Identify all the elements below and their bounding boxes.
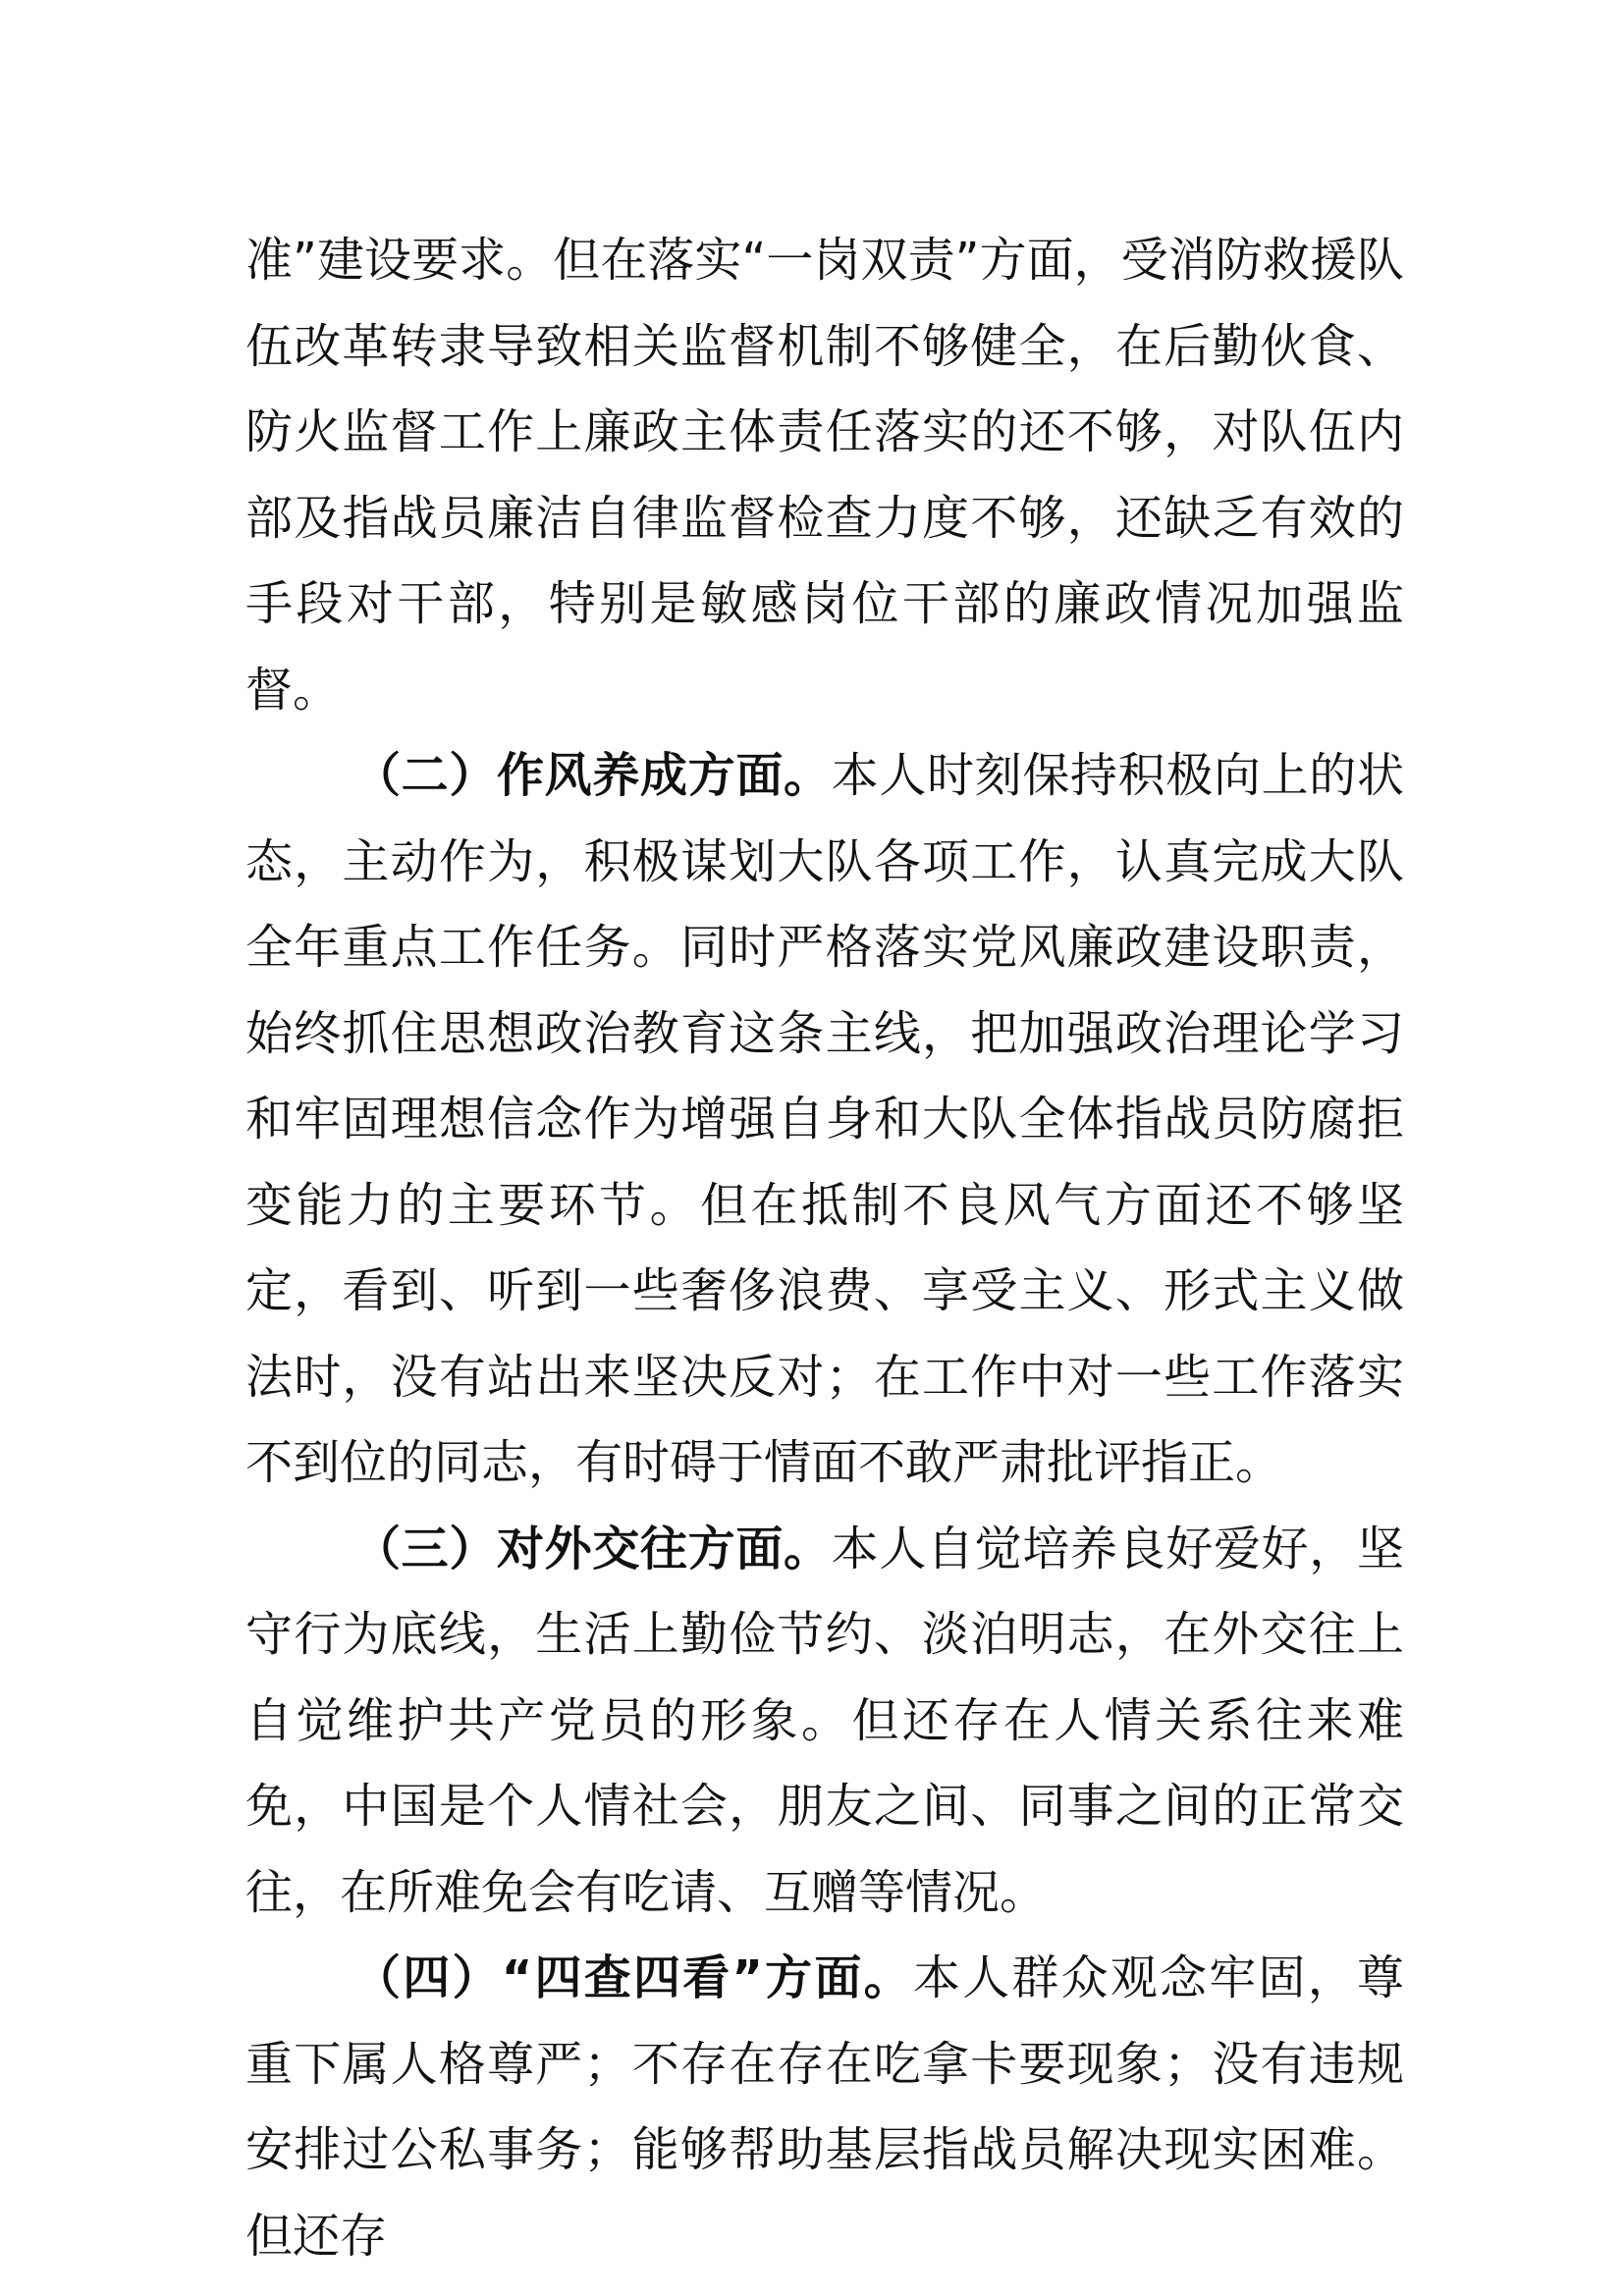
paragraph-four-checks xyxy=(245,1936,1404,2279)
paragraph-continuation xyxy=(245,218,1404,733)
paragraph-body: 本人时刻保持积极向上的状态，主动作为，积极谋划大队各项工作，认真完成大队全年重点工作任务。同时严格落实党风廉政建设职责，始终抓住思想政治教育这条主线，把加强政治理论学习和牢固理想信念作为增强自身和大队全体指战员防腐拒变能力的主要环节。但在抵制不良风气方面还不够坚定，看到、听到一些奢侈浪费、享受主义、形式主义做法时，没有站出来坚决反对；在工作中对一些工作落实不到位的同志，有时碍于情面不敢严肃批评指正。 xyxy=(245,748,1404,1490)
document-page xyxy=(245,218,1404,2279)
paragraph-body: 本人自觉培养良好爱好，坚守行为底线，生活上勤俭节约、淡泊明志，在外交往上自觉维护共产党员的形象。但还存在人情关系往来难免，中国是个人情社会，朋友之间、同事之间的正常交往，在所难免会有吃请、互赠等情况。 xyxy=(245,1521,1404,1920)
paragraph-work-style xyxy=(245,733,1404,1507)
paragraph-body: 准”建设要求。但在落实“一岗双责”方面，受消防救援队伍改革转隶导致相关监督机制不够健全，在后勤伙食、防火监督工作上廉政主体责任落实的还不够，对队伍内部及指战员廉洁自律监督检查力度不够，还缺乏有效的手段对干部，特别是敏感岗位干部的廉政情况加强监督。 xyxy=(245,233,1404,718)
section-heading-four-checks: （四）“四查四看”方面。 xyxy=(353,1950,913,2005)
paragraph-body: 本人群众观念牢固，尊重下属人格尊严；不存在存在吃拿卡要现象；没有违规安排过公私事务；能够帮助基层指战员解决现实困难。但还存 xyxy=(245,1950,1404,2264)
section-heading-work-style: （二）作风养成方面。 xyxy=(353,748,832,803)
section-heading-external-relations: （三）对外交往方面。 xyxy=(353,1521,832,1576)
paragraph-external-relations xyxy=(245,1507,1404,1937)
